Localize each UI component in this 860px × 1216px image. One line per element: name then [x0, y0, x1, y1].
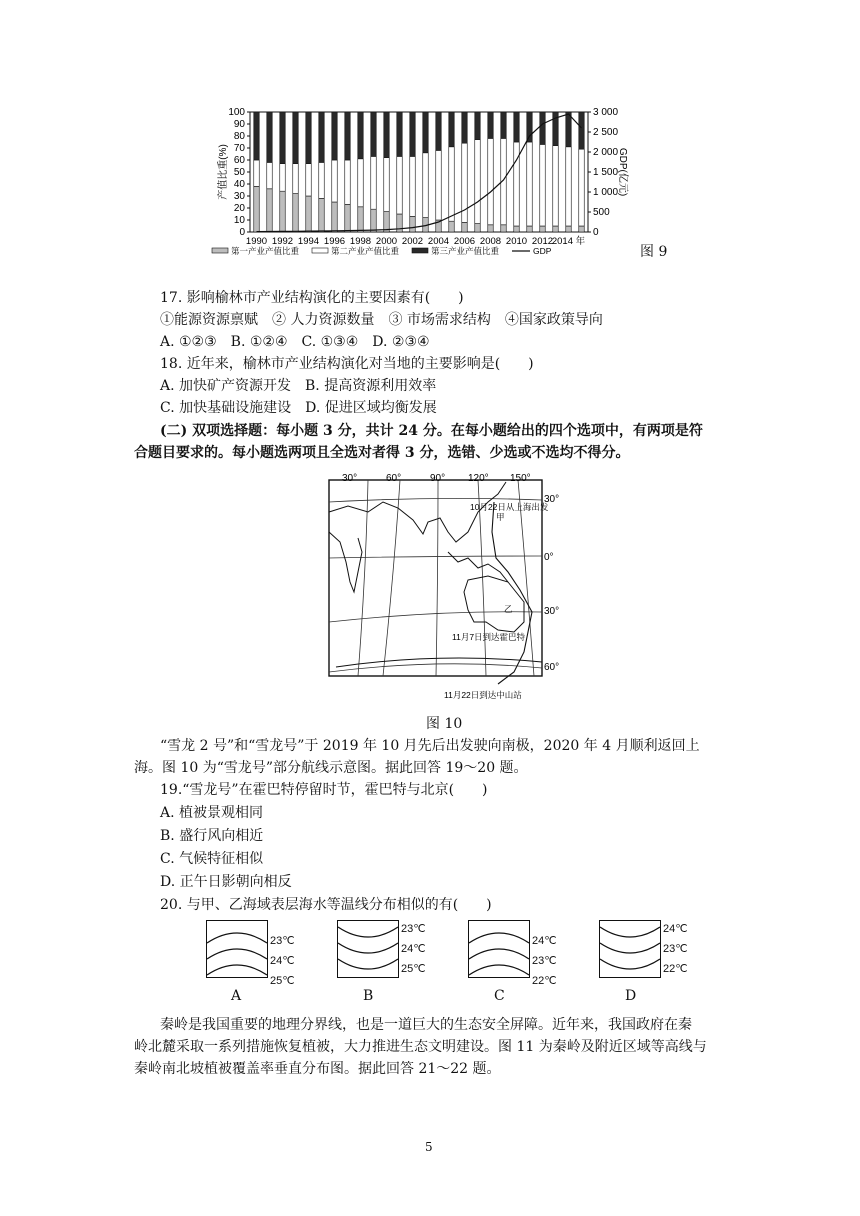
- bar-secondary: [488, 138, 493, 224]
- section-2-instruction-line2: 合题目要求的。每小题选两项且全选对者得 3 分，选错、少选或不选均不得分。: [134, 445, 630, 461]
- x-tick-label: 2002: [401, 236, 424, 247]
- bar-tertiary: [280, 112, 285, 164]
- bar-secondary: [397, 156, 402, 214]
- plot-frame: [250, 112, 588, 232]
- isotherm-panel-b: [337, 920, 399, 978]
- y-left-axis-title: 产值比重(%): [218, 144, 229, 200]
- bar-tertiary: [319, 112, 324, 162]
- question-19-stem: 19.“雪龙号”在霍巴特停留时节，霍巴特与北京( ): [160, 782, 488, 798]
- bar-primary: [527, 226, 532, 232]
- bar-primary: [540, 226, 545, 232]
- bar-primary: [410, 216, 415, 232]
- bar-tertiary: [345, 112, 350, 160]
- bar-primary: [254, 186, 259, 232]
- question-18-options-1: A. 加快矿产资源开发 B. 提高资源利用效率: [160, 378, 437, 394]
- question-17-stem: 17. 影响榆林市产业结构演化的主要因素有( ): [160, 290, 464, 306]
- bar-secondary: [410, 156, 415, 216]
- bar-primary: [345, 204, 350, 232]
- bar-tertiary: [488, 112, 493, 138]
- intro-21-line1: 秦岭是我国重要的地理分界线，也是一道巨大的生态安全屏障。近年来，我国政府在秦: [160, 1017, 692, 1033]
- bar-secondary: [306, 164, 311, 196]
- lon-label: 90°: [430, 473, 446, 484]
- lat-label: 30°: [544, 494, 560, 505]
- bar-secondary: [566, 147, 571, 226]
- bar-primary: [579, 226, 584, 232]
- x-tick-label: 2012: [531, 236, 554, 247]
- x-tick-label: 2006: [453, 236, 476, 247]
- map-annotation-yi: 乙: [504, 604, 513, 614]
- bar-tertiary: [475, 112, 480, 140]
- y-left-tick-label: 60: [233, 155, 245, 166]
- bar-secondary: [345, 160, 350, 204]
- y-right-tick-label: 1 000: [593, 187, 619, 198]
- panel-d-letter: D: [625, 988, 637, 1004]
- y-left-tick-label: 90: [233, 119, 245, 130]
- legend-label: 第三产业产值比重: [431, 246, 500, 256]
- bar-tertiary: [293, 112, 298, 164]
- bar-secondary: [293, 164, 298, 194]
- bar-tertiary: [436, 112, 441, 150]
- bar-primary: [566, 226, 571, 232]
- legend-label: 第二产业产值比重: [331, 246, 400, 256]
- legend-swatch: [212, 248, 228, 253]
- x-tick-label: 2000: [375, 236, 398, 247]
- bar-primary: [501, 225, 506, 232]
- legend-label: GDP: [533, 246, 552, 256]
- x-tick-label: 2010: [505, 236, 528, 247]
- bar-tertiary: [514, 112, 519, 142]
- bar-tertiary: [384, 112, 389, 158]
- bar-primary: [306, 196, 311, 232]
- bar-secondary: [280, 164, 285, 192]
- question-19-option-a: A. 植被景观相同: [160, 805, 264, 821]
- intro-19-line1: “雪龙 2 号”和“雪龙号”于 2019 年 10 月先后出发驶向南极，2020 年 4 月顺利返回上: [160, 738, 700, 754]
- x-tick-label: 1998: [349, 236, 372, 247]
- bar-tertiary: [267, 112, 272, 162]
- x-tick-label: 1996: [323, 236, 346, 247]
- y-right-tick-label: 500: [593, 207, 610, 218]
- question-17-options: A. ①②③ B. ①②④ C. ①③④ D. ②③④: [160, 334, 430, 350]
- bar-primary: [488, 225, 493, 232]
- y-left-tick-label: 50: [233, 167, 245, 178]
- lon-label: 150°: [510, 473, 531, 484]
- x-tick-label: 2014 年: [551, 236, 586, 247]
- y-left-tick-label: 100: [228, 107, 245, 118]
- y-right-tick-label: 2 500: [593, 127, 619, 138]
- section-2-instruction-line1: (二) 双项选择题：每小题 3 分，共计 24 分。在每小题给出的四个选项中，有两项是符: [160, 423, 703, 439]
- lat-label: 60°: [544, 662, 560, 673]
- industry-structure-chart: [210, 104, 630, 260]
- map-annotation-start: 10月22日从上海出发: [470, 502, 549, 512]
- intro-19-line2: 海。图 10 为“雪龙号”部分航线示意图。据此回答 19～20 题。: [134, 760, 528, 776]
- y-left-tick-label: 0: [239, 227, 245, 238]
- bar-tertiary: [397, 112, 402, 156]
- y-left-tick-label: 70: [233, 143, 245, 154]
- bar-tertiary: [423, 112, 428, 153]
- question-19-option-c: C. 气候特征相似: [160, 851, 264, 867]
- bar-secondary: [514, 142, 519, 226]
- bar-secondary: [553, 146, 558, 226]
- gdp-line: [257, 114, 582, 232]
- bar-secondary: [319, 162, 324, 198]
- bar-tertiary: [462, 112, 467, 143]
- bar-secondary: [449, 147, 454, 221]
- lat-label: 0°: [544, 552, 554, 563]
- bar-secondary: [267, 162, 272, 188]
- bar-primary: [332, 202, 337, 232]
- question-17-items: ①能源资源禀赋 ② 人力资源数量 ③ 市场需求结构 ④国家政策导向: [160, 312, 603, 328]
- question-20-stem: 20. 与甲、乙海域表层海水等温线分布相似的有( ): [160, 897, 492, 913]
- bar-secondary: [254, 160, 259, 186]
- y-left-tick-label: 40: [233, 179, 245, 190]
- lon-label: 120°: [468, 473, 489, 484]
- bar-primary: [319, 198, 324, 232]
- bar-secondary: [358, 159, 363, 207]
- bar-primary: [514, 226, 519, 232]
- figure-9-caption: 图 9: [640, 244, 668, 260]
- bar-primary: [280, 191, 285, 232]
- intro-21-line3: 秦岭南北坡植被覆盖率垂直分布图。据此回答 21～22 题。: [134, 1061, 501, 1077]
- bar-primary: [267, 189, 272, 232]
- y-left-tick-label: 30: [233, 191, 245, 202]
- bar-secondary: [436, 150, 441, 220]
- bar-secondary: [371, 156, 376, 209]
- intro-21-line2: 岭北麓采取一系列措施恢复植被，大力推进生态文明建设。图 11 为秦岭及附近区域等高线与: [134, 1039, 707, 1055]
- x-tick-label: 2004: [427, 236, 450, 247]
- bar-primary: [553, 226, 558, 232]
- map-annotation-hobart: 11月7日到达霍巴特: [452, 632, 526, 642]
- legend-label: 第一产业产值比重: [231, 246, 300, 256]
- bar-tertiary: [332, 112, 337, 160]
- question-19-option-d: D. 正午日影朝向相反: [160, 874, 292, 890]
- bar-secondary: [579, 149, 584, 226]
- panel-b-letter: B: [363, 988, 374, 1004]
- figure-10-caption: 图 10: [426, 716, 463, 732]
- y-left-tick-label: 20: [233, 203, 245, 214]
- question-18-options-2: C. 加快基础设施建设 D. 促进区域均衡发展: [160, 400, 437, 416]
- bar-primary: [293, 194, 298, 232]
- bar-tertiary: [410, 112, 415, 156]
- legend-swatch: [312, 248, 328, 253]
- lon-label: 60°: [386, 473, 402, 484]
- bar-tertiary: [527, 112, 532, 142]
- y-right-axis-title: GDP(亿元): [617, 147, 628, 197]
- y-left-tick-label: 10: [233, 215, 245, 226]
- bar-tertiary: [358, 112, 363, 159]
- bar-tertiary: [371, 112, 376, 156]
- y-right-tick-label: 0: [593, 227, 599, 238]
- bar-tertiary: [306, 112, 311, 164]
- lat-label: 30°: [544, 606, 560, 617]
- x-tick-label: 1990: [245, 236, 268, 247]
- bar-tertiary: [501, 112, 506, 138]
- x-tick-label: 2008: [479, 236, 502, 247]
- bar-primary: [371, 209, 376, 232]
- bar-tertiary: [254, 112, 259, 160]
- bar-secondary: [332, 160, 337, 202]
- y-right-tick-label: 2 000: [593, 147, 619, 158]
- y-left-tick-label: 80: [233, 131, 245, 142]
- y-right-tick-label: 3 000: [593, 107, 619, 118]
- bar-tertiary: [449, 112, 454, 147]
- question-19-option-b: B. 盛行风向相近: [160, 828, 264, 844]
- route-map: [328, 472, 568, 708]
- bar-secondary: [475, 140, 480, 224]
- bar-primary: [449, 221, 454, 232]
- bar-secondary: [423, 153, 428, 218]
- page-number: 5: [425, 1140, 433, 1154]
- legend-swatch: [412, 248, 428, 253]
- isotherm-panel-c: [468, 920, 530, 978]
- x-tick-label: 1992: [271, 236, 294, 247]
- map-annotation-zhongshan: 11月22日到达中山站: [444, 690, 522, 700]
- bar-tertiary: [579, 112, 584, 149]
- map-annotation-jia: 甲: [496, 512, 505, 522]
- bar-secondary: [540, 144, 545, 226]
- bar-tertiary: [566, 112, 571, 147]
- bar-secondary: [527, 142, 532, 226]
- y-right-tick-label: 1 500: [593, 167, 619, 178]
- panel-a-letter: A: [231, 988, 242, 1004]
- lon-label: 30°: [342, 473, 358, 484]
- question-18-stem: 18. 近年来，榆林市产业结构演化对当地的主要影响是( ): [160, 356, 534, 372]
- bar-primary: [358, 207, 363, 232]
- isotherm-panel-a: [206, 920, 268, 978]
- bar-primary: [475, 224, 480, 232]
- bar-primary: [462, 222, 467, 232]
- x-tick-label: 1994: [297, 236, 320, 247]
- bar-secondary: [384, 158, 389, 212]
- bar-tertiary: [540, 112, 545, 144]
- panel-c-letter: C: [494, 988, 505, 1004]
- isotherm-panel-d: [599, 920, 661, 978]
